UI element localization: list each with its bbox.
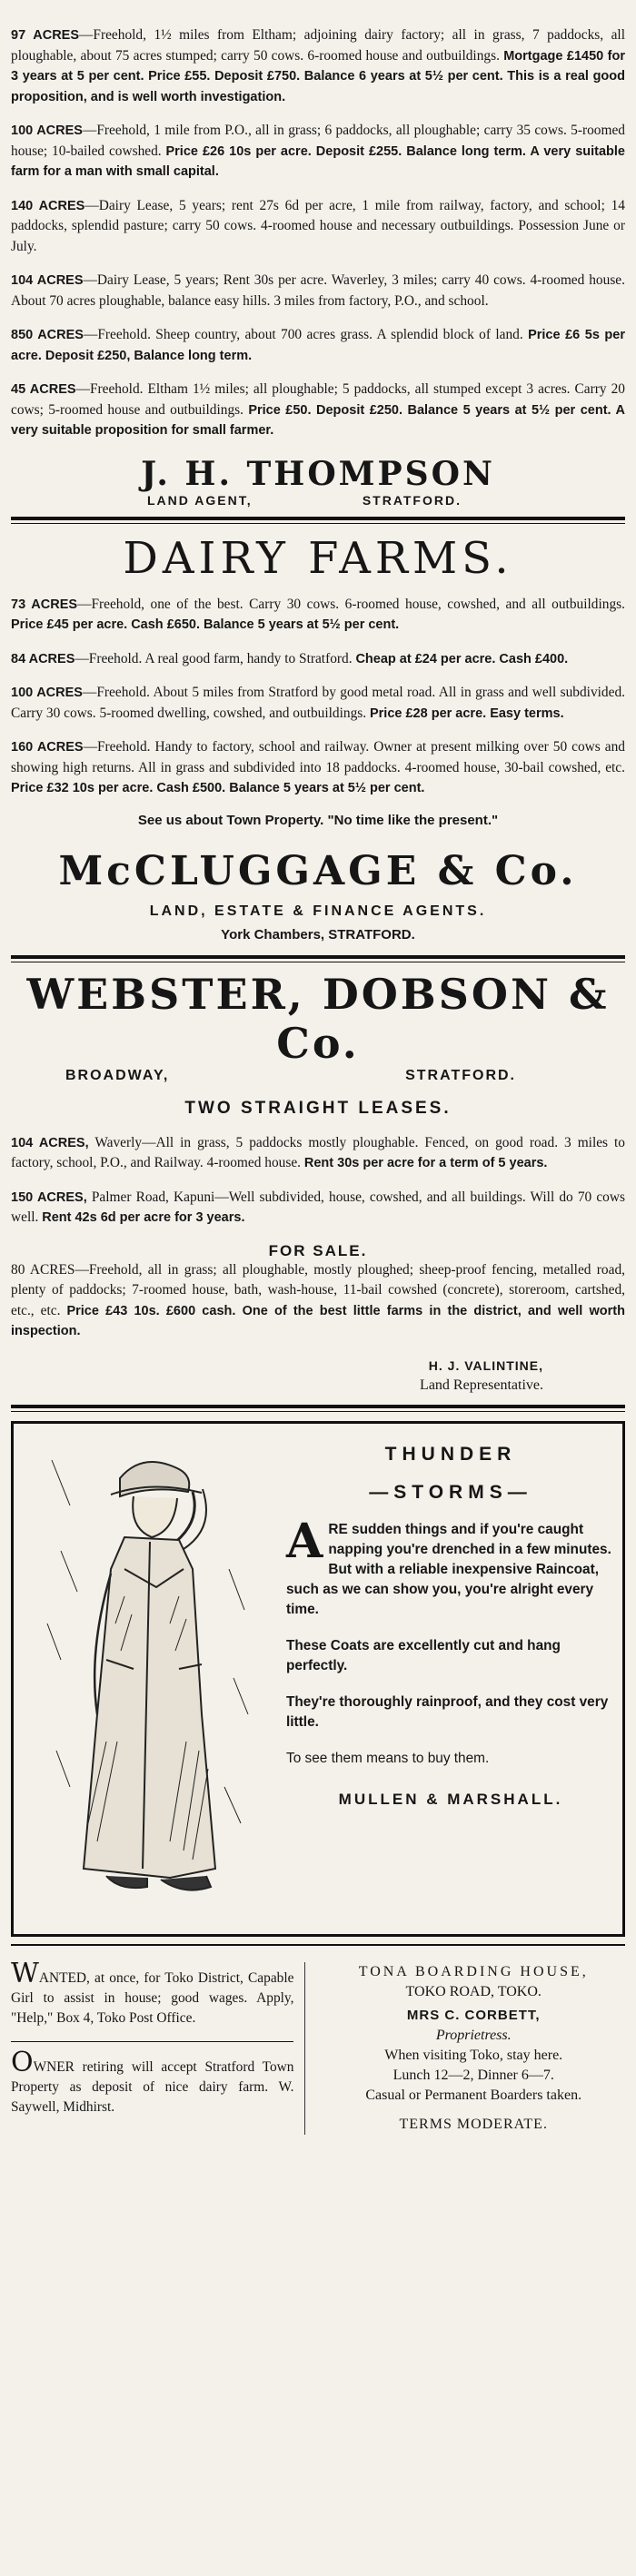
wanted-ad-text: ANTED, at once, for Toko District, Capable Girl to assist in house; good wages. Apply, "Help," Box 4, Toko Post Office. xyxy=(11,1969,294,2026)
owner-ad xyxy=(11,2046,294,2117)
listing-terms: Mortgage £1450 for 3 years at 5 per cent. Price £55. Deposit £750. Balance 6 years at 5½ per cent. This is a real good proposition, and is well worth investigation. xyxy=(11,48,625,104)
terms-line: TERMS MODERATE. xyxy=(399,2116,548,2132)
agent-town: STRATFORD. xyxy=(405,1067,516,1083)
listing-terms: Cheap at £24 per acre. Cash £400. xyxy=(355,651,569,666)
agent-name: WEBSTER, DOBSON & Co. xyxy=(26,969,610,1068)
listing-acres: 100 ACRES xyxy=(11,123,83,138)
ad-paragraph xyxy=(286,1513,615,1620)
listing-body: Waverly—All in grass, 5 paddocks mostly ploughable. Fenced, on good road. 3 miles to factory, school, P.O., and Railway. 4-roomed house. xyxy=(11,1134,626,1170)
boarding-house-location: TOKO ROAD, TOKO. xyxy=(405,1983,542,1999)
listing-terms: Price £6 5s per acre. Deposit £250, Balance long term. xyxy=(11,328,625,363)
listing-acres: 150 ACRES, xyxy=(11,1189,87,1205)
initial-letter: W xyxy=(11,1957,39,1989)
ad-paragraph: These Coats are excellently cut and hang perfectly. xyxy=(286,1637,561,1673)
thompson-listings xyxy=(11,25,625,508)
listing xyxy=(11,683,625,724)
webster-dobson-ad xyxy=(11,970,625,1396)
proprietress-name: MRS C. CORBETT, xyxy=(406,2007,541,2023)
listing-body: —Dairy Lease, 5 years; rent 27s 6d per acre, 1 mile from railway, factory, and school; 14 paddocks, splendid pasture; carry 50 cows. 4-roomed house and necessary outbuildings. Possession June or July. xyxy=(11,197,625,254)
listing-acres: 73 ACRES xyxy=(11,597,78,612)
agent-name: J. H. THOMPSON xyxy=(141,454,495,493)
dairy-farms-ad xyxy=(11,533,625,943)
classifieds xyxy=(11,1957,625,2135)
listing xyxy=(11,649,625,670)
listing-body: —Freehold. About 5 miles from Stratford by good metal road. All in grass and well subdivided. Carry 30 cows. 5-roomed dwelling, cowshed, and outbuildings. xyxy=(11,685,625,721)
ad-paragraph-text: RE sudden things and if you're caught napping you're drenched in a few minutes. But with a reliable inexpensive Raincoat, such as we can show you, you're alright every time. xyxy=(286,1521,611,1617)
listing xyxy=(11,25,625,107)
section-divider xyxy=(11,955,625,962)
listing-acres: 45 ACRES xyxy=(11,382,76,397)
agent-role: LAND, ESTATE & FINANCE AGENTS. xyxy=(149,903,487,919)
agent-street: BROADWAY, xyxy=(65,1067,170,1083)
agent-subline xyxy=(11,493,625,508)
listing-body: —Freehold. Eltham 1½ miles; all ploughable; 5 paddocks, all stumped except 3 acres. Carry 20 cows; 5-roomed house and outbuildings. xyxy=(11,381,625,418)
listing xyxy=(11,1260,625,1342)
proprietress-title: Proprietress. xyxy=(435,2027,512,2043)
classifieds-left-column xyxy=(11,1957,305,2135)
raincoat-man-illustration xyxy=(34,1442,261,1914)
owner-ad-text: WNER retiring will accept Stratford Town Property as deposit of nice dairy farm. W. Saywell, Midhirst. xyxy=(11,2058,294,2115)
listing-terms: Price £43 10s. £600 cash. One of the best little farms in the district, and well worth inspection. xyxy=(11,1303,625,1338)
raincoat-ad xyxy=(11,1421,625,1937)
meals-line: Lunch 12—2, Dinner 6—7. xyxy=(393,2067,554,2083)
listing-terms: Rent 30s per acre for a term of 5 years. xyxy=(303,1156,548,1170)
listing-body: —Freehold, 1 mile from P.O., all in grass; 6 paddocks, all ploughable; carry 35 cows. 5-roomed house; 10-bailed cowshed. xyxy=(11,123,625,159)
listing xyxy=(11,595,625,636)
rep-name: H. J. VALINTINE, xyxy=(428,1357,543,1373)
listing-acres: 80 ACRES xyxy=(11,1261,75,1278)
listing xyxy=(11,271,625,311)
boarders-line: Casual or Permanent Boarders taken. xyxy=(365,2087,582,2103)
section-divider xyxy=(11,1405,625,1412)
ad-subheading: —STORMS— xyxy=(369,1481,532,1503)
agent-town: STRATFORD. xyxy=(362,492,462,508)
listing-terms: Price £28 per acre. Easy terms. xyxy=(369,706,564,721)
initial-letter: O xyxy=(11,2046,34,2078)
listing-body: —Freehold, 1½ miles from Eltham; adjoining dairy factory; all in grass, 7 paddocks, all ploughable, about 75 acres stumped; carry 50 cows. 6-roomed house and outbuildings. xyxy=(11,27,625,64)
listing-acres: 104 ACRES, xyxy=(11,1135,89,1150)
listing-acres: 140 ACRES xyxy=(11,198,85,213)
listing xyxy=(11,196,625,258)
drop-cap: A xyxy=(286,1513,323,1569)
for-sale-heading: FOR SALE. xyxy=(268,1241,368,1259)
listing-acres: 97 ACRES xyxy=(11,28,80,43)
ad-paragraph: To see them means to buy them. xyxy=(286,1750,490,1766)
listing-body: —Freehold. A real good farm, handy to Stratford. xyxy=(75,650,353,666)
listing xyxy=(11,121,625,183)
listing-body: —Freehold. Sheep country, about 700 acres grass. A splendid block of land. xyxy=(83,327,523,342)
section-divider xyxy=(11,1944,625,1946)
listing-terms: Price £50. Deposit £250. Balance 5 years at 5½ per cent. A very suitable proposition for small farmer. xyxy=(11,402,625,438)
listing-terms: Rent 42s 6d per acre for 3 years. xyxy=(42,1210,245,1225)
item-divider xyxy=(11,2041,293,2042)
signature-block xyxy=(11,1356,625,1396)
listing-terms: Price £32 10s per acre. Cash £500. Balance 5 years at 5½ per cent. xyxy=(11,781,425,795)
agent-name: McCLUGGAGE & Co. xyxy=(58,847,578,894)
listing xyxy=(11,1133,625,1174)
listing-body: —Dairy Lease, 5 years; Rent 30s per acre. Waverley, 3 miles; carry 40 cows. 4-roomed house. About 70 acres ploughable, balance easy hills. 3 miles from factory, P.O., and school. xyxy=(11,272,625,309)
ad-advertiser: MULLEN & MARSHALL. xyxy=(338,1790,563,1808)
listing-acres: 850 ACRES xyxy=(11,328,84,342)
agent-address: York Chambers, STRATFORD. xyxy=(221,926,415,943)
listing-body: —Freehold, all in grass; all ploughable, mostly ploughed; sheep-proof fencing, metalled road, plenty of paddocks; 7-roomed house, bath, wash-house, 11-bail cowshed (concrete), storeroom, cartshed, etc., etc. xyxy=(11,1261,626,1318)
boarding-house-title: TONA BOARDING HOUSE, xyxy=(358,1963,589,1979)
listing-acres: 160 ACRES xyxy=(11,740,84,755)
listing-body: —Freehold. Handy to factory, school and railway. Owner at present milking over 50 cows and showing high returns. All in grass and subdivided into 18 paddocks. 4-roomed house, 30-bail cowshed, etc. xyxy=(11,739,625,775)
agent-role: LAND AGENT, xyxy=(147,492,253,508)
rep-title: Land Representative. xyxy=(420,1377,543,1393)
agent-subline xyxy=(11,1068,625,1084)
listing-body: Palmer Road, Kapuni—Well subdivided, house, cowshed, and all buildings. Will do 70 cows well. xyxy=(11,1189,625,1225)
listing-acres: 100 ACRES xyxy=(11,686,83,700)
listing xyxy=(11,737,625,799)
listing xyxy=(11,380,625,441)
footnote: See us about Town Property. "No time like the present." xyxy=(137,812,499,828)
listing-terms: Price £45 per acre. Cash £650. Balance 5 years at 5½ per cent. xyxy=(11,617,400,632)
listing xyxy=(11,1188,625,1229)
listing-terms: Price £26 10s per acre. Deposit £255. Balance long term. A very suitable farm for a man with small capital. xyxy=(11,143,625,179)
section-heading: DAIRY FARMS. xyxy=(123,532,513,584)
section-heading: TWO STRAIGHT LEASES. xyxy=(184,1098,452,1118)
section-divider xyxy=(11,517,625,524)
listing-acres: 84 ACRES xyxy=(11,651,75,666)
listing-acres: 104 ACRES xyxy=(11,273,84,288)
stay-line: When visiting Toko, stay here. xyxy=(384,2047,563,2063)
raincoat-ad-text xyxy=(286,1444,615,1809)
listing-body: —Freehold, one of the best. Carry 30 cows. 6-roomed house, cowshed, and all outbuildings. xyxy=(77,596,625,612)
ad-paragraph: They're thoroughly rainproof, and they cost very little. xyxy=(286,1693,609,1730)
boarding-house-ad xyxy=(305,1962,625,2135)
ad-heading: THUNDER xyxy=(384,1443,517,1465)
wanted-ad xyxy=(11,1957,294,2028)
listing xyxy=(11,325,625,366)
